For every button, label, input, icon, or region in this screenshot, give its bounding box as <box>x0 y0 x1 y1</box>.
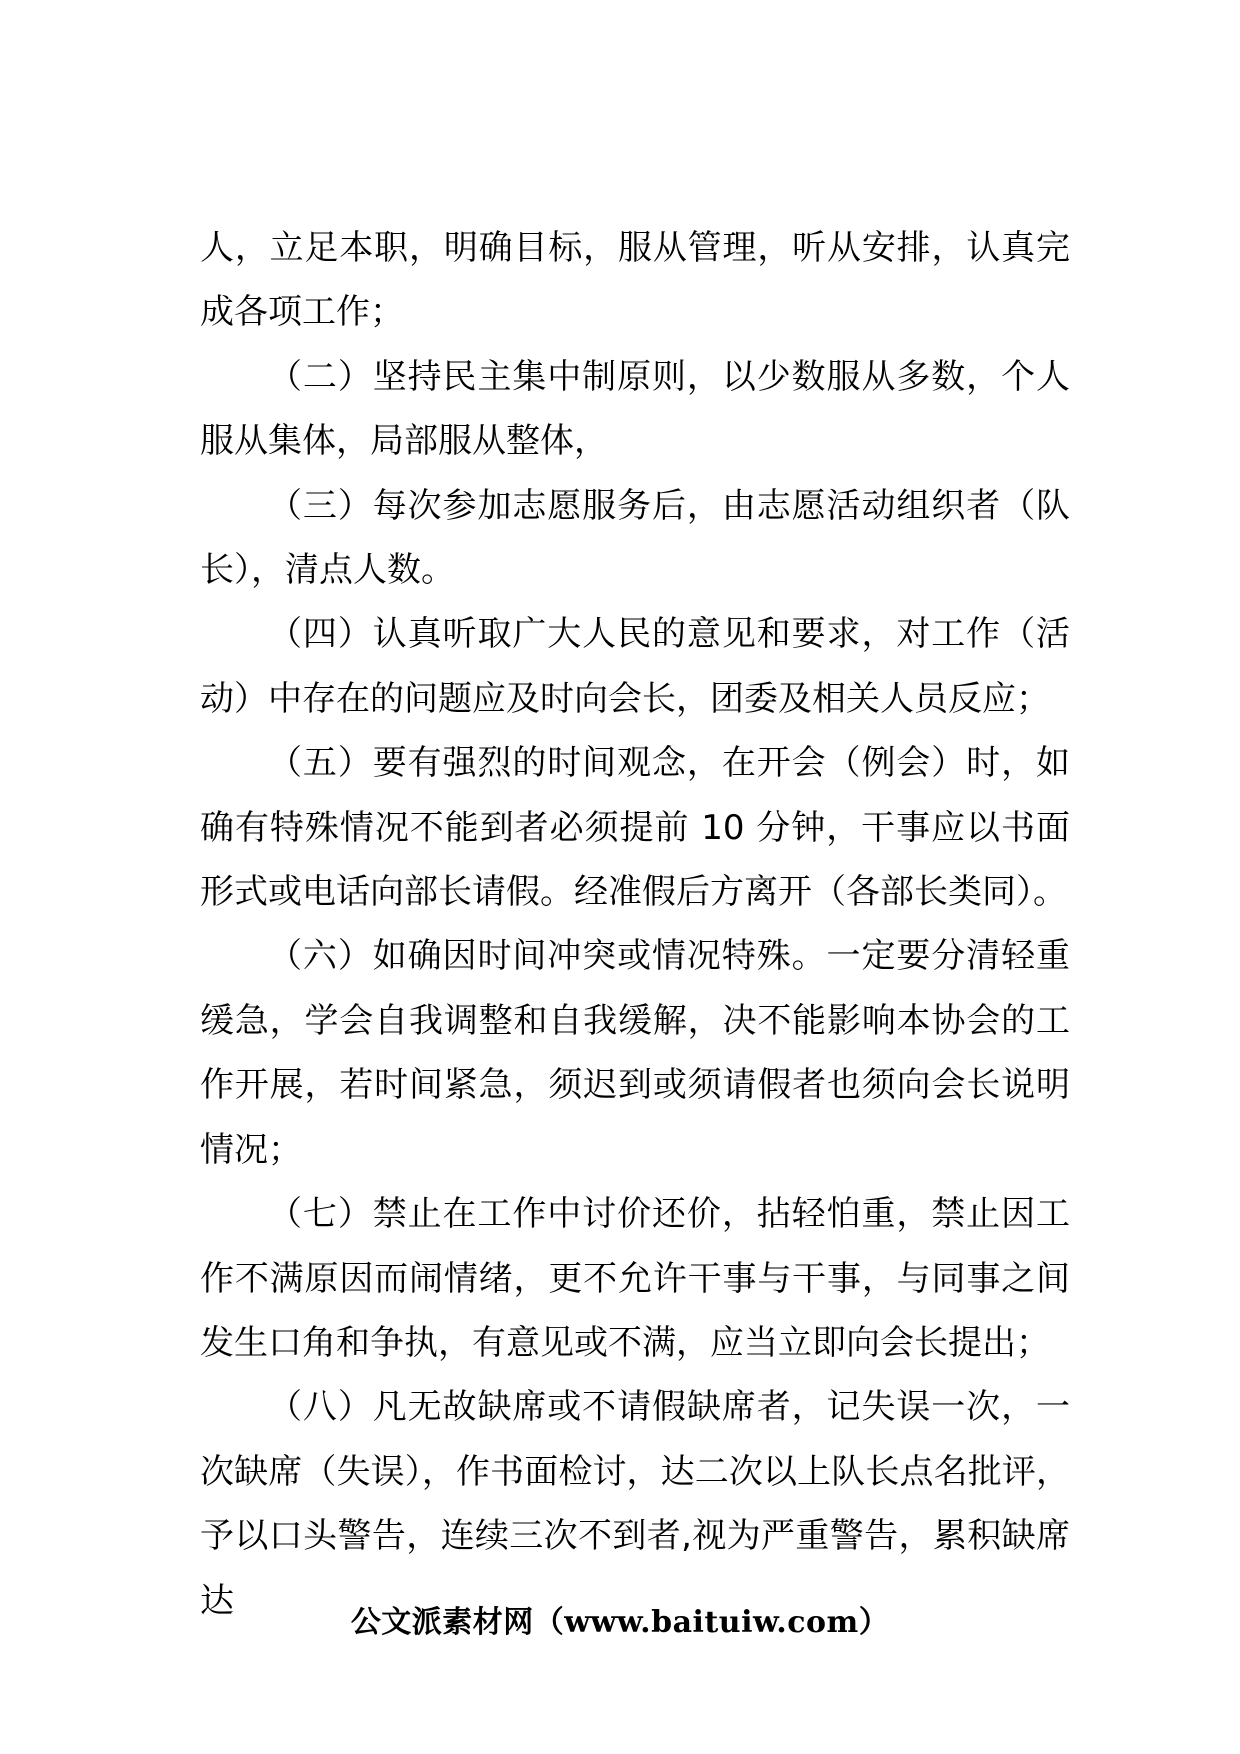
paragraph: （三）每次参加志愿服务后，由志愿活动组织者（队长），清点人数。 <box>200 485 1070 591</box>
page-footer-watermark: 公文派素材网（www.baituiw.com） <box>350 1605 890 1640</box>
paragraph: （五）要有强烈的时间观念，在开会（例会）时，如确有特殊情况不能到者必须提前 10 分钟，干事应以书面形式或电话向部长请假。经准假后方离开（各部长类同）。 <box>200 743 1070 913</box>
document-body <box>200 216 1070 1633</box>
paragraph: （二）坚持民主集中制原则，以少数服从多数，个人服从集体，局部服从整体， <box>200 356 1070 462</box>
paragraph: （七）禁止在工作中讨价还价，拈轻怕重，禁止因工作不满原因而闹情绪，更不允许干事与干事，与同事之间发生口角和争执，有意见或不满，应当立即向会长提出； <box>200 1194 1070 1363</box>
paragraph: （四）认真听取广大人民的意见和要求，对工作（活动）中存在的问题应及时向会长，团委及相关人员反应； <box>200 614 1070 719</box>
paragraph: （六）如确因时间冲突或情况特殊。一定要分清轻重缓急，学会自我调整和自我缓解，决不能影响本协会的工作开展，若时间紧急，须迟到或须请假者也须向会长说明情况； <box>200 936 1070 1170</box>
paragraph: （八）凡无故缺席或不请假缺席者，记失误一次，一次缺席（失误），作书面检讨，达二次以上队长点名批评，予以口头警告，连续三次不到者,视为严重警告，累积缺席达 <box>200 1387 1070 1621</box>
paragraph: 人，立足本职，明确目标，服从管理，听从安排，认真完成各项工作； <box>200 228 1070 333</box>
